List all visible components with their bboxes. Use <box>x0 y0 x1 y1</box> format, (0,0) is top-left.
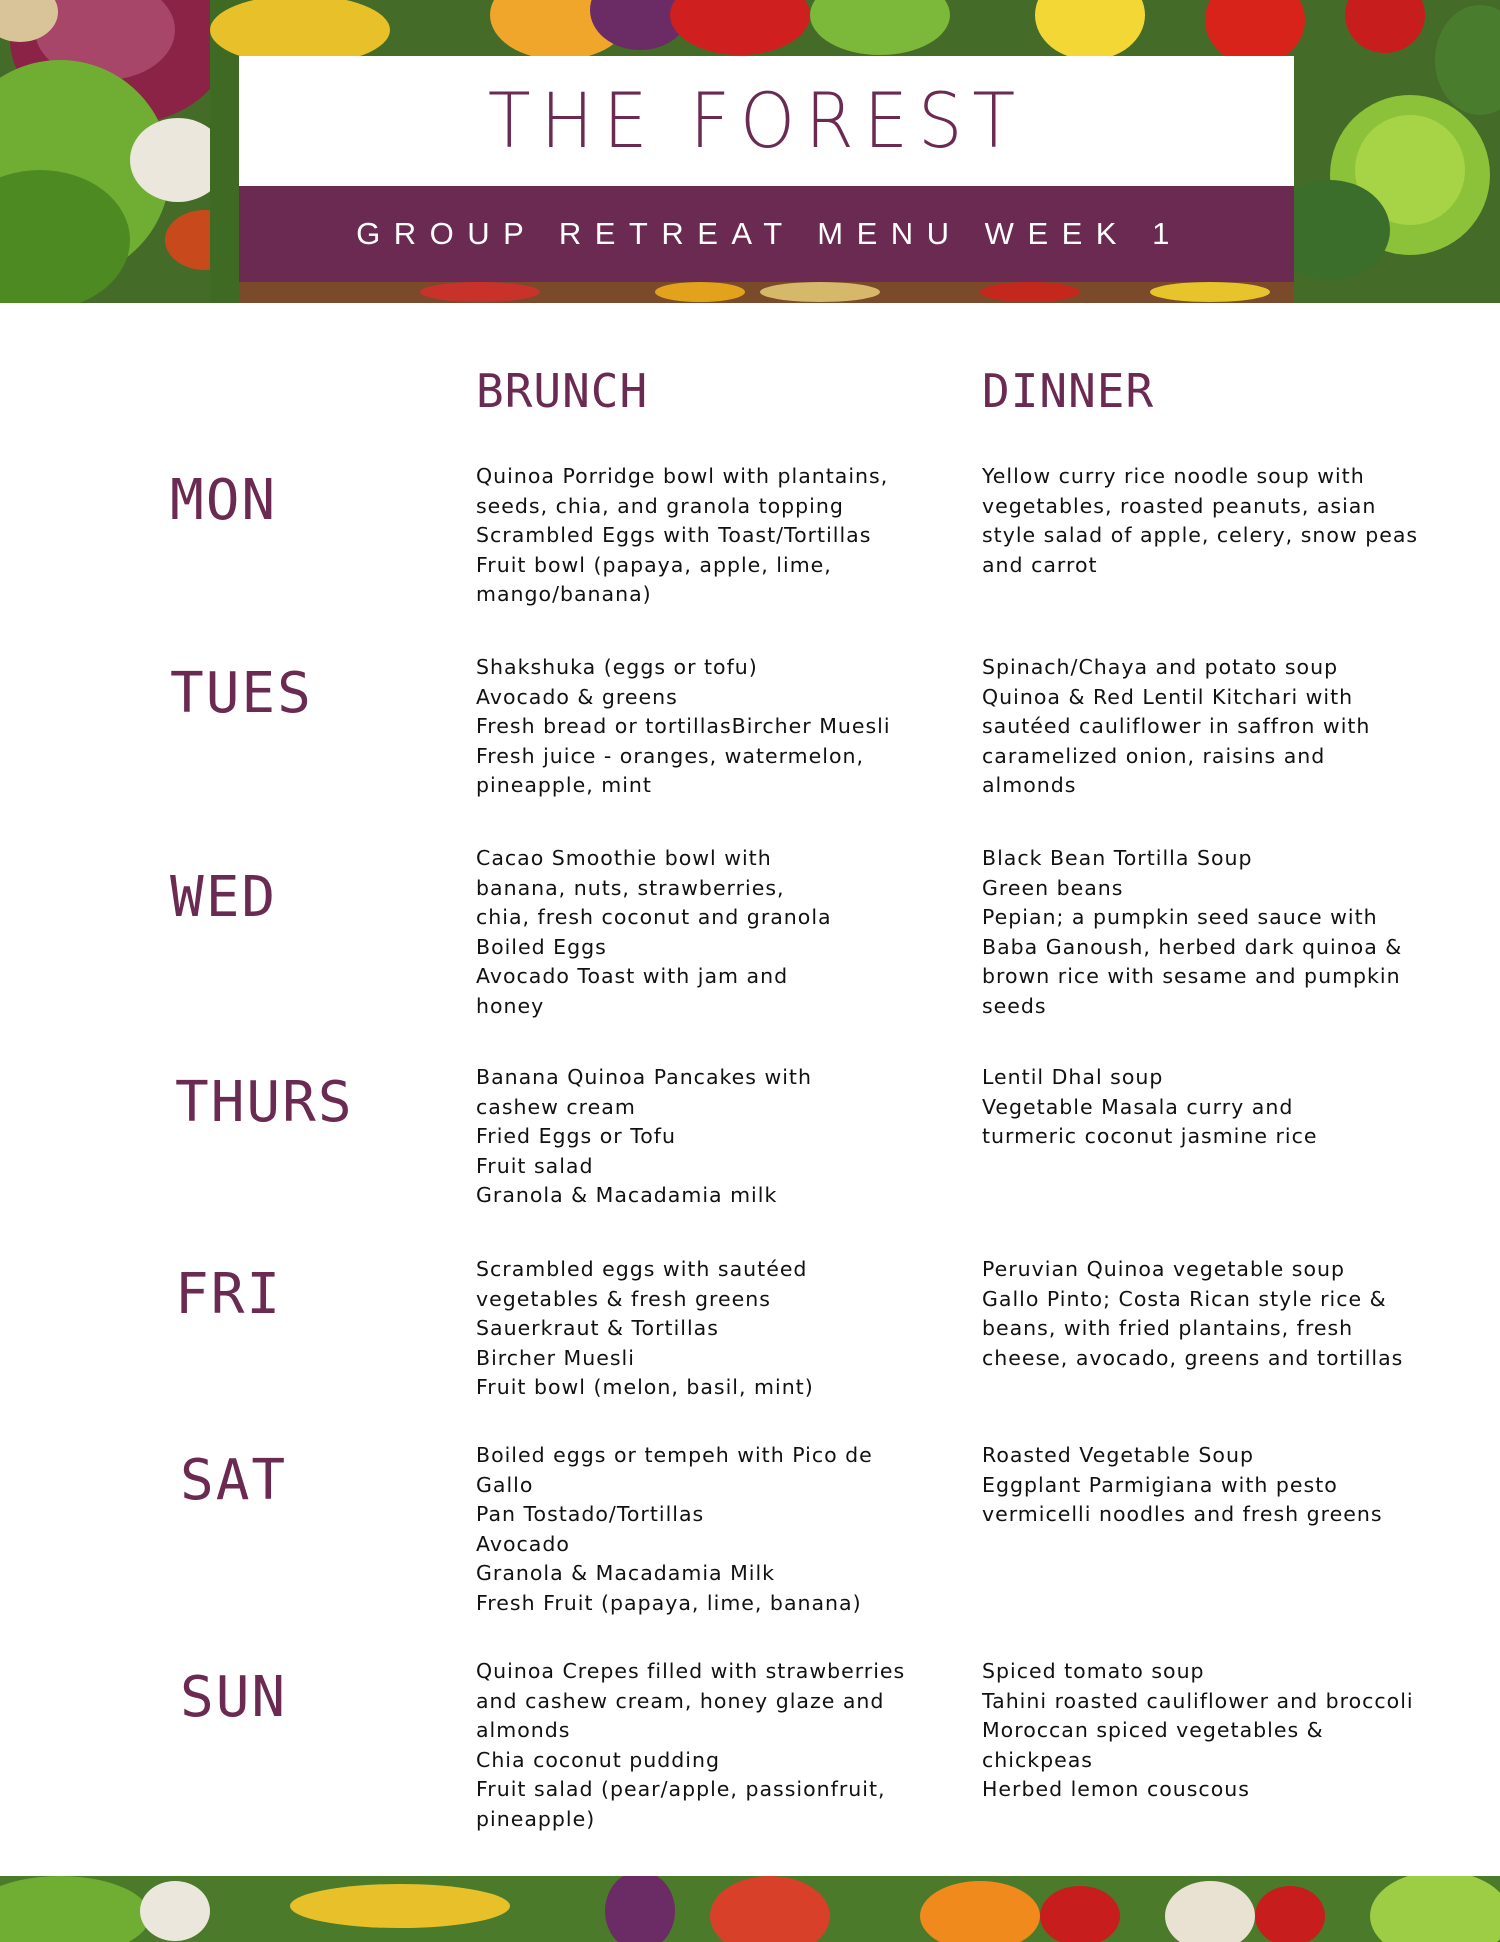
menu-item: Fruit salad <box>476 1153 594 1178</box>
day-label: TUES <box>170 661 313 726</box>
menu-item: Fruit bowl (melon, basil, mint) <box>476 1375 814 1399</box>
menu-item: Boiled eggs or tempeh with Pico de <box>476 1443 873 1467</box>
brunch-list <box>476 462 946 610</box>
menu-item: Quinoa Porridge bowl with plantains, <box>476 464 889 488</box>
menu-item: Shakshuka (eggs or tofu) <box>476 655 758 679</box>
menu-item: Fruit salad (pear/apple, passionfruit, <box>476 1777 886 1801</box>
day-label: THURS <box>175 1070 354 1135</box>
menu-item: Avocado Toast with jam and <box>476 964 789 988</box>
menu-item: Fresh bread or tortillasBircher Muesli <box>476 714 891 738</box>
day-label: SUN <box>180 1665 288 1730</box>
brunch-list <box>476 1441 946 1618</box>
menu-item: vegetables & fresh greens <box>476 1286 771 1311</box>
menu-item: Black Bean Tortilla Soup <box>982 846 1253 870</box>
menu-item: brown rice with sesame and pumpkin <box>982 964 1401 988</box>
menu-item: Spinach/Chaya and potato soup <box>982 655 1339 679</box>
menu-item: Green beans <box>982 875 1124 900</box>
menu-item: Peruvian Quinoa vegetable soup <box>982 1257 1346 1281</box>
menu-item: Pan Tostado/Tortillas <box>476 1502 705 1526</box>
menu-item: almonds <box>982 773 1077 797</box>
menu-item: vegetables, roasted peanuts, asian <box>982 493 1377 518</box>
brunch-list <box>476 844 946 1021</box>
brunch-list <box>476 1063 946 1211</box>
day-label: MON <box>170 468 278 533</box>
menu-item: Gallo <box>476 1472 534 1497</box>
menu-item: and carrot <box>982 552 1098 577</box>
vegetable-photo <box>0 1876 1500 1942</box>
menu-item: Fresh juice - oranges, watermelon, <box>476 743 865 768</box>
menu-item: Gallo Pinto; Costa Rican style rice & <box>982 1286 1387 1311</box>
menu-item: Herbed lemon couscous <box>982 1777 1250 1801</box>
menu-item: chia, fresh coconut and granola <box>476 905 832 929</box>
menu-item: Fried Eggs or Tofu <box>476 1124 677 1148</box>
menu-item: cashew cream <box>476 1094 636 1119</box>
dinner-column-heading: DINNER <box>982 364 1155 418</box>
day-label: WED <box>170 865 278 930</box>
menu-item: Scrambled eggs with sautéed <box>476 1257 808 1281</box>
menu-item: pineapple) <box>476 1806 596 1831</box>
menu-item: mango/banana) <box>476 582 652 606</box>
menu-item: Fruit bowl (papaya, apple, lime, <box>476 552 832 577</box>
subtitle-bar <box>239 186 1294 282</box>
menu-item: Yellow curry rice noodle soup with <box>982 464 1365 488</box>
menu-item: Quinoa Crepes filled with strawberries <box>476 1659 906 1683</box>
menu-item: Sauerkraut & Tortillas <box>476 1316 719 1340</box>
menu-item: Bircher Muesli <box>476 1345 635 1370</box>
menu-item: beans, with fried plantains, fresh <box>982 1316 1354 1340</box>
dinner-list <box>982 1255 1442 1373</box>
menu-item: Eggplant Parmigiana with pesto <box>982 1472 1338 1497</box>
brunch-list <box>476 1657 946 1834</box>
menu-item: caramelized onion, raisins and <box>982 743 1326 768</box>
menu-item: seeds, chia, and granola topping <box>476 493 844 518</box>
menu-item: pineapple, mint <box>476 773 652 797</box>
title-card <box>239 56 1294 186</box>
vegetable-banner-bottom <box>0 1876 1500 1942</box>
menu-item: and cashew cream, honey glaze and <box>476 1688 885 1713</box>
dinner-list <box>982 1657 1442 1805</box>
dinner-list <box>982 844 1442 1021</box>
menu-item: Roasted Vegetable Soup <box>982 1443 1254 1467</box>
dinner-list <box>982 462 1442 580</box>
menu-item: Moroccan spiced vegetables & <box>982 1718 1324 1742</box>
brunch-list <box>476 653 946 801</box>
menu-item: Lentil Dhal soup <box>982 1065 1164 1089</box>
menu-item: banana, nuts, strawberries, <box>476 875 785 900</box>
menu-item: almonds <box>476 1718 571 1742</box>
menu-item: Granola & Macadamia Milk <box>476 1561 776 1585</box>
day-label: FRI <box>175 1262 283 1327</box>
menu-item: Granola & Macadamia milk <box>476 1183 778 1207</box>
menu-item: Vegetable Masala curry and <box>982 1094 1294 1119</box>
menu-item: Boiled Eggs <box>476 934 607 959</box>
dinner-list <box>982 653 1442 801</box>
menu-item: style salad of apple, celery, snow peas <box>982 523 1419 547</box>
menu-item: chickpeas <box>982 1747 1093 1772</box>
menu-item: cheese, avocado, greens and tortillas <box>982 1345 1404 1370</box>
brunch-column-heading: BRUNCH <box>476 364 649 418</box>
menu-item: Fresh Fruit (papaya, lime, banana) <box>476 1590 862 1615</box>
menu-item: sautéed cauliflower in saffron with <box>982 714 1371 738</box>
brand-name: THE FOREST <box>487 76 1026 166</box>
menu-item: honey <box>476 993 545 1018</box>
menu-item: seeds <box>982 993 1047 1018</box>
menu-item: Baba Ganoush, herbed dark quinoa & <box>982 934 1403 959</box>
dinner-list <box>982 1063 1442 1152</box>
menu-item: Chia coconut pudding <box>476 1747 720 1772</box>
menu-item: Cacao Smoothie bowl with <box>476 846 772 870</box>
menu-item: Spiced tomato soup <box>982 1659 1205 1683</box>
brunch-list <box>476 1255 946 1403</box>
dinner-list <box>982 1441 1442 1530</box>
menu-item: Banana Quinoa Pancakes with <box>476 1065 812 1089</box>
menu-item: Tahini roasted cauliflower and broccoli <box>982 1688 1414 1713</box>
menu-subtitle: GROUP RETREAT MENU WEEK 1 <box>356 216 1183 251</box>
menu-item: turmeric coconut jasmine rice <box>982 1124 1318 1148</box>
day-label: SAT <box>180 1448 288 1513</box>
menu-item: Avocado & greens <box>476 684 678 709</box>
menu-item: vermicelli noodles and fresh greens <box>982 1502 1383 1526</box>
menu-item: Scrambled Eggs with Toast/Tortillas <box>476 523 872 547</box>
menu-item: Pepian; a pumpkin seed sauce with <box>982 905 1378 929</box>
menu-item: Avocado <box>476 1531 570 1556</box>
menu-item: Quinoa & Red Lentil Kitchari with <box>982 684 1354 709</box>
